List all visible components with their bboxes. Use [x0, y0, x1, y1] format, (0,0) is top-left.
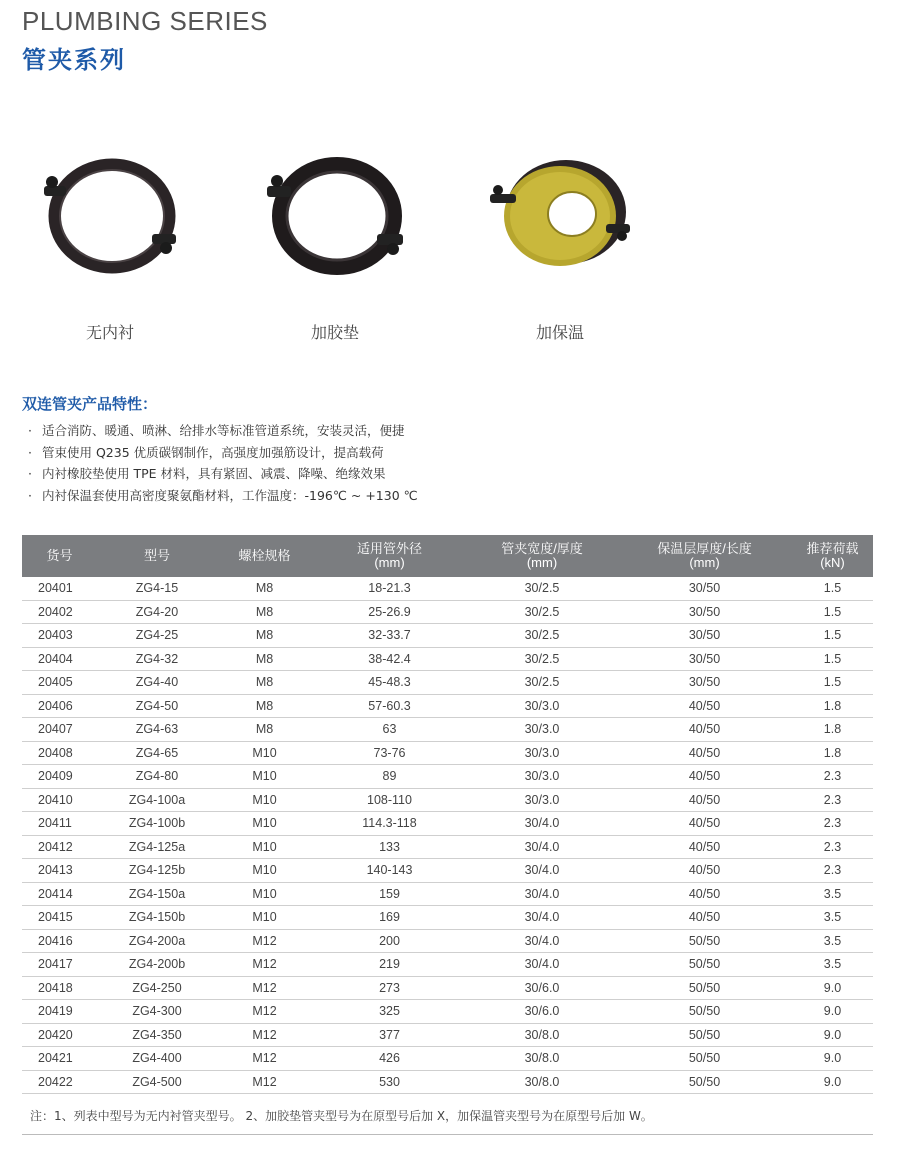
table-cell: 30/4.0 — [467, 882, 617, 906]
table-row — [22, 600, 873, 624]
table-cell: M10 — [217, 882, 312, 906]
table-cell: 20421 — [22, 1047, 97, 1071]
table-cell: M8 — [217, 577, 312, 600]
table-cell: 20414 — [22, 882, 97, 906]
table-cell: 40/50 — [617, 718, 792, 742]
table-cell: 20403 — [22, 624, 97, 648]
table-cell: 3.5 — [792, 882, 873, 906]
table-cell: 30/8.0 — [467, 1047, 617, 1071]
table-cell: ZG4-80 — [97, 765, 217, 789]
table-row — [22, 1000, 873, 1024]
table-row — [22, 835, 873, 859]
spec-table — [22, 535, 873, 1094]
product-label: 无内衬 — [85, 323, 134, 342]
features-list — [28, 420, 418, 506]
table-cell: 20415 — [22, 906, 97, 930]
table-cell: ZG4-25 — [97, 624, 217, 648]
table-cell: ZG4-400 — [97, 1047, 217, 1071]
table-cell: 1.8 — [792, 694, 873, 718]
table-cell: ZG4-500 — [97, 1070, 217, 1094]
table-cell: 20418 — [22, 976, 97, 1000]
table-cell: M10 — [217, 741, 312, 765]
pipe-clamp-rubber-image — [255, 150, 415, 280]
table-cell: 50/50 — [617, 976, 792, 1000]
table-cell: 1.5 — [792, 600, 873, 624]
table-body — [22, 577, 873, 1094]
table-row — [22, 694, 873, 718]
table-cell: ZG4-100a — [97, 788, 217, 812]
table-row — [22, 953, 873, 977]
table-cell: 40/50 — [617, 906, 792, 930]
table-row — [22, 647, 873, 671]
product-label: 加胶垫 — [310, 323, 359, 342]
table-cell: 530 — [312, 1070, 467, 1094]
table-cell: ZG4-125b — [97, 859, 217, 883]
table-cell: 3.5 — [792, 929, 873, 953]
table-cell: ZG4-150a — [97, 882, 217, 906]
feature-item: · 内衬保温套使用高密度聚氨酯材料，工作温度：-196℃ ~ +130 ℃ — [28, 485, 418, 507]
table-cell: M8 — [217, 600, 312, 624]
table-row — [22, 929, 873, 953]
table-cell: 50/50 — [617, 953, 792, 977]
table-cell: 30/4.0 — [467, 906, 617, 930]
table-row — [22, 812, 873, 836]
table-cell: 133 — [312, 835, 467, 859]
table-cell: M12 — [217, 1023, 312, 1047]
table-cell: 1.5 — [792, 577, 873, 600]
table-cell: 50/50 — [617, 1047, 792, 1071]
table-cell: 1.8 — [792, 741, 873, 765]
table-cell: 40/50 — [617, 741, 792, 765]
table-cell: 200 — [312, 929, 467, 953]
table-cell: 108-110 — [312, 788, 467, 812]
table-cell: 9.0 — [792, 1000, 873, 1024]
table-row — [22, 859, 873, 883]
table-cell: 219 — [312, 953, 467, 977]
table-cell: 273 — [312, 976, 467, 1000]
table-cell: ZG4-15 — [97, 577, 217, 600]
table-cell: 32-33.7 — [312, 624, 467, 648]
features-title: 双连管夹产品特性： — [22, 395, 158, 413]
table-cell: 2.3 — [792, 835, 873, 859]
table-cell: 25-26.9 — [312, 600, 467, 624]
table-cell: 30/2.5 — [467, 647, 617, 671]
column-header: 推荐荷载 (kN) — [792, 535, 873, 577]
pipe-clamp-insulated-image — [480, 150, 640, 280]
table-row — [22, 741, 873, 765]
table-cell: M10 — [217, 788, 312, 812]
table-cell: M8 — [217, 647, 312, 671]
table-cell: 9.0 — [792, 976, 873, 1000]
table-cell: ZG4-20 — [97, 600, 217, 624]
table-cell: 1.5 — [792, 624, 873, 648]
table-cell: 3.5 — [792, 906, 873, 930]
table-cell: 40/50 — [617, 859, 792, 883]
table-cell: 30/4.0 — [467, 953, 617, 977]
table-cell: 30/50 — [617, 624, 792, 648]
table-cell: 20413 — [22, 859, 97, 883]
table-cell: 20404 — [22, 647, 97, 671]
table-cell: 426 — [312, 1047, 467, 1071]
table-cell: 9.0 — [792, 1047, 873, 1071]
table-cell: 30/3.0 — [467, 694, 617, 718]
table-cell: M8 — [217, 671, 312, 695]
table-cell: 50/50 — [617, 1000, 792, 1024]
table-cell: 89 — [312, 765, 467, 789]
table-cell: ZG4-250 — [97, 976, 217, 1000]
table-cell: 63 — [312, 718, 467, 742]
table-cell: 40/50 — [617, 788, 792, 812]
table-row — [22, 765, 873, 789]
table-cell: ZG4-32 — [97, 647, 217, 671]
table-cell: 20417 — [22, 953, 97, 977]
table-cell: 20420 — [22, 1023, 97, 1047]
table-cell: M12 — [217, 929, 312, 953]
table-cell: M12 — [217, 1070, 312, 1094]
column-header: 管夹宽度/厚度 (mm) — [467, 535, 617, 577]
table-cell: 30/6.0 — [467, 976, 617, 1000]
table-cell: 2.3 — [792, 859, 873, 883]
product-plain — [20, 150, 200, 343]
table-row — [22, 671, 873, 695]
column-header: 螺栓规格 — [217, 535, 312, 577]
table-cell: 377 — [312, 1023, 467, 1047]
table-cell: ZG4-125a — [97, 835, 217, 859]
table-cell: 30/8.0 — [467, 1070, 617, 1094]
table-cell: ZG4-63 — [97, 718, 217, 742]
table-cell: 159 — [312, 882, 467, 906]
pipe-clamp-plain-image — [30, 150, 190, 280]
table-row — [22, 788, 873, 812]
table-cell: 30/50 — [617, 600, 792, 624]
table-cell: ZG4-200a — [97, 929, 217, 953]
table-cell: 140-143 — [312, 859, 467, 883]
table-cell: ZG4-100b — [97, 812, 217, 836]
table-row — [22, 624, 873, 648]
table-cell: 20402 — [22, 600, 97, 624]
table-cell: 20401 — [22, 577, 97, 600]
table-cell: 30/4.0 — [467, 835, 617, 859]
table-row — [22, 1023, 873, 1047]
table-cell: M12 — [217, 1047, 312, 1071]
table-cell: 38-42.4 — [312, 647, 467, 671]
column-header: 货号 — [22, 535, 97, 577]
table-cell: ZG4-200b — [97, 953, 217, 977]
table-cell: ZG4-300 — [97, 1000, 217, 1024]
table-cell: M8 — [217, 718, 312, 742]
divider — [22, 1134, 873, 1135]
table-cell: 30/50 — [617, 647, 792, 671]
table-cell: 40/50 — [617, 835, 792, 859]
feature-item: · 适合消防、暖通、喷淋、给排水等标准管道系统，安装灵活，便捷 — [28, 420, 418, 442]
table-cell: 30/6.0 — [467, 1000, 617, 1024]
table-cell: M12 — [217, 953, 312, 977]
table-cell: M10 — [217, 859, 312, 883]
table-cell: 20408 — [22, 741, 97, 765]
table-cell: M10 — [217, 906, 312, 930]
table-cell: 30/50 — [617, 577, 792, 600]
table-cell: 20406 — [22, 694, 97, 718]
table-cell: 30/2.5 — [467, 577, 617, 600]
column-header: 保温层厚度/长度 (mm) — [617, 535, 792, 577]
table-row — [22, 577, 873, 600]
table-cell: 20410 — [22, 788, 97, 812]
table-cell: 1.5 — [792, 647, 873, 671]
table-cell: M10 — [217, 812, 312, 836]
table-cell: 30/50 — [617, 671, 792, 695]
table-cell: 9.0 — [792, 1023, 873, 1047]
product-label: 加保温 — [535, 323, 584, 342]
table-cell: 50/50 — [617, 1023, 792, 1047]
table-cell: M12 — [217, 1000, 312, 1024]
table-row — [22, 1070, 873, 1094]
table-cell: 20409 — [22, 765, 97, 789]
table-cell: ZG4-65 — [97, 741, 217, 765]
column-header: 型号 — [97, 535, 217, 577]
table-cell: 40/50 — [617, 694, 792, 718]
table-cell: 57-60.3 — [312, 694, 467, 718]
feature-item: · 管束使用 Q235 优质碳钢制作，高强度加强筋设计，提高载荷 — [28, 442, 418, 464]
table-row — [22, 976, 873, 1000]
table-cell: 30/2.5 — [467, 600, 617, 624]
table-cell: 40/50 — [617, 812, 792, 836]
table-cell: 20407 — [22, 718, 97, 742]
table-cell: 40/50 — [617, 765, 792, 789]
table-cell: ZG4-150b — [97, 906, 217, 930]
table-cell: M10 — [217, 765, 312, 789]
table-cell: 30/4.0 — [467, 929, 617, 953]
table-cell: 3.5 — [792, 953, 873, 977]
table-row — [22, 906, 873, 930]
table-cell: 30/3.0 — [467, 765, 617, 789]
table-cell: 20416 — [22, 929, 97, 953]
table-cell: M10 — [217, 835, 312, 859]
feature-item: · 内衬橡胶垫使用 TPE 材料，具有紧固、减震、降噪、绝缘效果 — [28, 463, 418, 485]
table-cell: 9.0 — [792, 1070, 873, 1094]
table-cell: M8 — [217, 694, 312, 718]
table-cell: 30/4.0 — [467, 859, 617, 883]
table-note: 注：1、列表中型号为无内衬管夹型号。 2、加胶垫管夹型号为在原型号后加 X，加保温管夹型号为在原型号后加 W。 — [30, 1109, 653, 1123]
table-cell: 30/2.5 — [467, 624, 617, 648]
table-cell: M8 — [217, 624, 312, 648]
table-cell: 2.3 — [792, 812, 873, 836]
table-cell: 1.8 — [792, 718, 873, 742]
table-cell: 30/8.0 — [467, 1023, 617, 1047]
table-cell: 20411 — [22, 812, 97, 836]
product-rubber — [245, 150, 425, 343]
table-cell: 2.3 — [792, 788, 873, 812]
table-cell: 18-21.3 — [312, 577, 467, 600]
table-cell: 325 — [312, 1000, 467, 1024]
title-en: PLUMBING SERIES — [22, 6, 268, 36]
table-cell: 30/3.0 — [467, 741, 617, 765]
table-cell: 20419 — [22, 1000, 97, 1024]
column-header: 适用管外径 (mm) — [312, 535, 467, 577]
table-header-row — [22, 535, 873, 577]
table-cell: 30/2.5 — [467, 671, 617, 695]
title-cn: 管夹系列 — [22, 46, 126, 74]
table-cell: 45-48.3 — [312, 671, 467, 695]
table-cell: 20422 — [22, 1070, 97, 1094]
table-cell: 114.3-118 — [312, 812, 467, 836]
product-insulated — [470, 150, 650, 343]
table-cell: ZG4-50 — [97, 694, 217, 718]
table-cell: 50/50 — [617, 1070, 792, 1094]
table-cell: ZG4-40 — [97, 671, 217, 695]
table-row — [22, 882, 873, 906]
table-cell: 50/50 — [617, 929, 792, 953]
table-cell: 2.3 — [792, 765, 873, 789]
table-cell: 169 — [312, 906, 467, 930]
table-row — [22, 1047, 873, 1071]
table-cell: M12 — [217, 976, 312, 1000]
table-cell: 30/3.0 — [467, 718, 617, 742]
table-cell: 73-76 — [312, 741, 467, 765]
table-cell: 1.5 — [792, 671, 873, 695]
table-cell: 30/3.0 — [467, 788, 617, 812]
table-cell: ZG4-350 — [97, 1023, 217, 1047]
table-cell: 20412 — [22, 835, 97, 859]
table-cell: 40/50 — [617, 882, 792, 906]
table-row — [22, 718, 873, 742]
table-cell: 30/4.0 — [467, 812, 617, 836]
table-cell: 20405 — [22, 671, 97, 695]
